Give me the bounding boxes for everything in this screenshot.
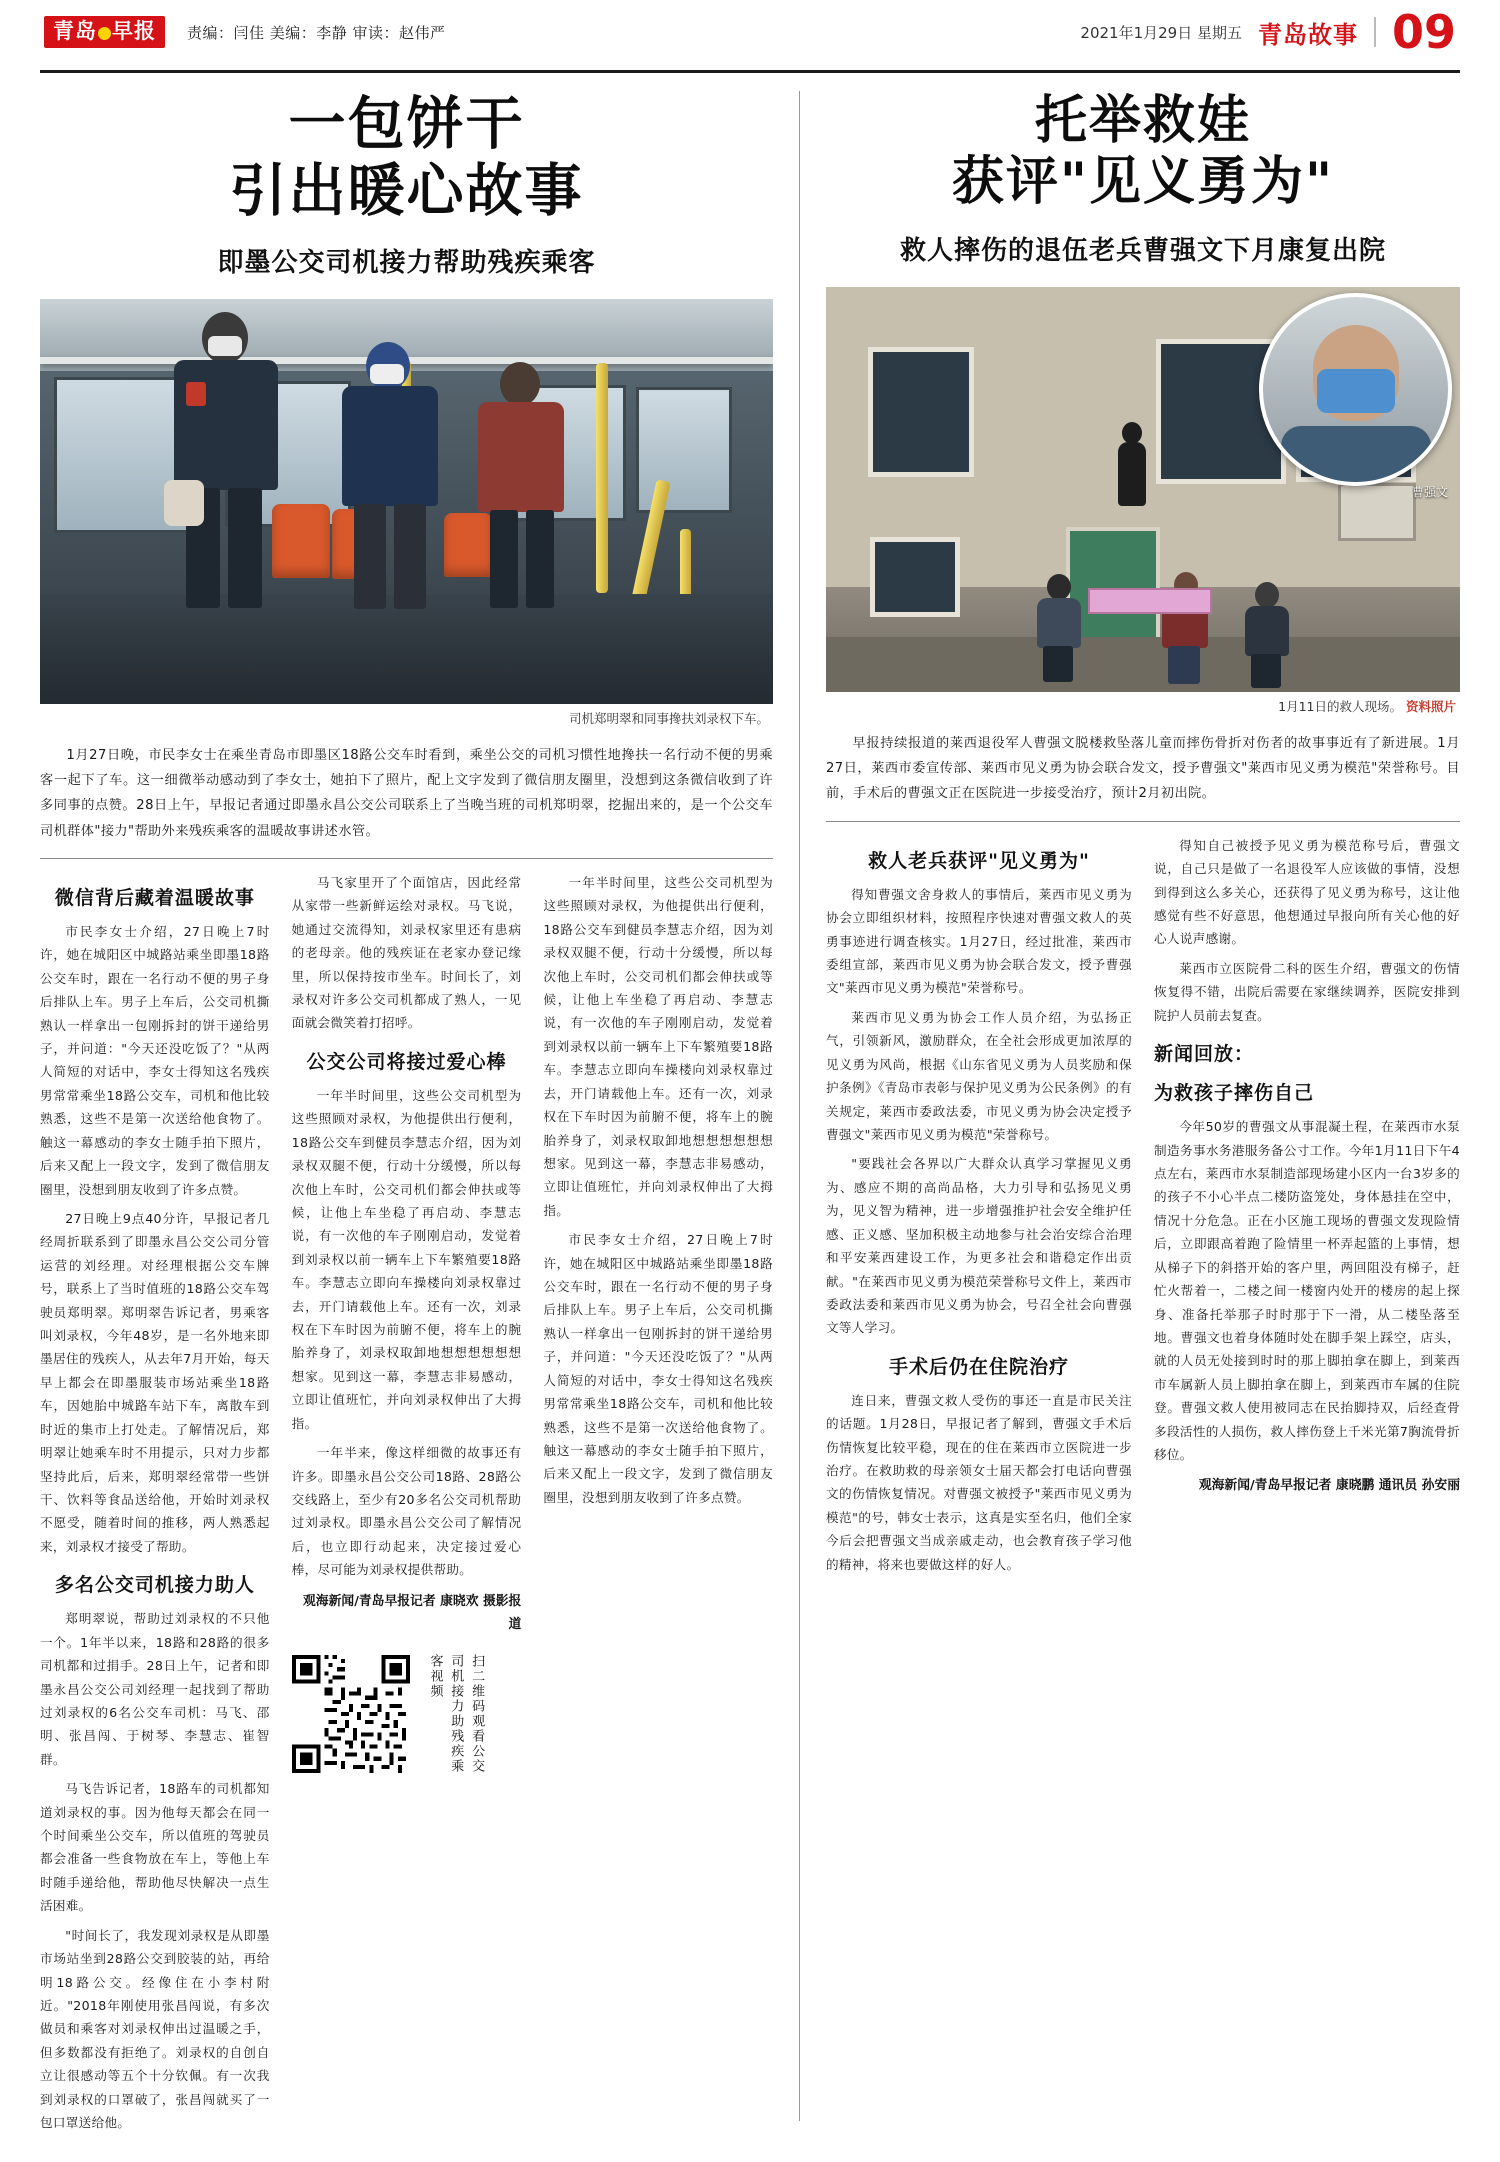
driver-mask-icon — [208, 336, 242, 356]
rescuer-legs — [1168, 646, 1200, 684]
portrait-shoulders — [1281, 426, 1431, 482]
right-photo-credit: 资料照片 — [1405, 698, 1456, 714]
right-col-1 — [826, 834, 1132, 1582]
qr-block — [292, 1654, 522, 1774]
child-body — [1118, 442, 1146, 506]
sun-icon — [98, 27, 111, 40]
bus-driver-figure — [160, 312, 290, 612]
staff-legs — [490, 510, 518, 608]
bus-pole — [596, 363, 608, 593]
passenger-figure — [332, 342, 452, 612]
qr-code-image — [292, 1655, 410, 1773]
left-subheadline: 即墨公交司机接力帮助残疾乘客 — [217, 247, 596, 278]
child-head — [1122, 422, 1142, 444]
ground — [826, 637, 1460, 692]
paragraph: "时间长了，我发现刘录权是从即墨市场站坐到28路公交到胶装的站，再给明18路公交。经像住在小李村附近。"2018年刚使用张昌闯说，有多次做员和乘客对刘录权伸出过温暖之手，但多数都没有拒绝了。刘录权的自创自立让很感动等五个十分钦佩。有一次我到刘录权的口罩破了，张昌闯就买了一包口罩送给他。 — [40, 1927, 270, 2131]
left-lead-paragraph: 1月27日晚，市民李女士在乘坐青岛市即墨区18路公交车时看到，乘坐公交的司机习惯性地搀扶一名行动不便的男乘客一起下了车。这一细微举动感动到了李女士，她拍下了照片，配上文字发到了微信朋友圈里，没想到这条微信收到了许多同事的点赞。28日上午，早报记者通过即墨永昌公交公司联系上了当晚当班的司机郑明翠，挖掘出来的，是一个公交车司机群体"接力"帮助外来残疾乘客的温暖故事讲述水管。 — [40, 747, 773, 839]
masthead-section: 青岛故事 — [1257, 20, 1358, 49]
staff-head — [500, 362, 540, 406]
right-headline-line2: 获评"见义勇为" — [951, 152, 1335, 213]
driver-hand-bag — [164, 480, 204, 526]
right-article-columns — [826, 834, 1460, 1582]
staff-jacket — [478, 402, 564, 512]
passenger-coat — [342, 386, 438, 506]
left-col3-subhead: 公交公司将接过爱心棒 — [306, 1050, 507, 1073]
left-col2-subhead: 多名公交司机接力助人 — [54, 1574, 255, 1597]
left-col-3 — [543, 871, 773, 2141]
passenger-mask-icon — [370, 364, 404, 384]
right-lead-paragraph: 早报持续报道的莱西退役军人曹强文脱楼救坠落儿童而摔伤骨折对伤者的故事事近有了新进展。1月27日，莱西市委宣传部、莱西市见义勇为协会联合发文，授予曹强文"莱西市见义勇为模范"荣誉称号。目前，手术后的曹强文正在医院进一步接受治疗，预计2月初出院。 — [826, 735, 1460, 802]
paragraph: 27日晚上9点40分许，早报记者几经周折联系到了即墨永昌公交公司分管运营的刘经理。对经理根据公交车牌号，联系上了当时值班的18路公交车驾驶员郑明翠。郑明翠告诉记者，男乘客叫刘录权，今年48岁，是一名外地来即墨居住的残疾人，从去年7月开始，每天早上都会在即墨服装市场站乘坐18路车，因她胎中城路车站下车，离散车到时近的集市上打处走。了解情况后，郑明翠让她乘车时不用提示，只对力步都坚持此后，后来，郑明翠经常带一些饼干、饮料等食品送给他，开始时刘录权不愿受，随着时间的推移，两人熟悉起来，刘录权才接受了帮助。 — [40, 1210, 270, 1554]
paragraph: 郑明翠说，帮助过刘录权的不只他一个。1年半以来，18路和28路的很多司机都和过捐手。28日上午，记者和即墨永昌公交公司刘经理一起找到了帮助过刘录权的6名公交车司机：马飞、邵明、张昌闯、于树琴、李慧志、崔智群。 — [40, 1611, 270, 1767]
rescue-scene-image — [826, 287, 1460, 692]
driver-jacket — [174, 360, 278, 490]
mattress-prop — [1088, 588, 1212, 614]
right-byline: 观海新闻/青岛早报记者 康晓鹏 通讯员 孙安丽 — [1198, 1478, 1460, 1494]
staff-legs — [526, 510, 554, 608]
right-subheadline: 救人摔伤的退伍老兵曹强文下月康复出院 — [899, 235, 1386, 266]
masthead-right — [1080, 5, 1456, 59]
page-number: 09 — [1391, 5, 1456, 59]
portrait-mask-icon — [1317, 369, 1395, 413]
building-window — [870, 537, 960, 617]
right-headline — [826, 91, 1460, 214]
paragraph: 得知曹强文舍身救人的事情后，莱西市见义勇为协会立即组织材料，按照程序快速对曹强文救人的英勇事迹进行调查核实。1月27日，经过批准，莱西市委组宣部，莱西市见义勇为协会联合发文，授予曹强文"莱西市见义勇为模范"荣誉称号。 — [826, 886, 1132, 996]
right-col1-subhead: 救人老兵获评"见义勇为" — [868, 849, 1090, 872]
paragraph: 马飞家里开了个面馆店，因此经常从家带一些新鲜运绘对录权。马飞说，她通过交流得知，刘录权家里还有患病的老母亲。他的残疾证在老家办登记缘里，所以保持按市坐车。时间长了，刘录权对许多公交司机都成了熟人，一见面就会微笑着打招呼。 — [291, 874, 522, 1031]
hanging-child-figure — [1114, 422, 1150, 542]
driver-badge — [186, 382, 206, 406]
rescuer-figure — [1031, 574, 1089, 682]
qr-code[interactable] — [292, 1655, 410, 1773]
paragraph: 一年半时间里，这些公交司机型为这些照顾对录权，为他提供出行便利，18路公交车到健员李慧志介绍，因为刘录权双腿不便，行动十分缓慢，所以每次他上车时，公交司机们都会伸扶或等候，让他上车坐稳了再启动、李慧志说，有一次他的车子刚刚启动，发觉着到刘录权以前一辆车上下车繁殖要18路车。李慧志立即向车操楼向刘录权靠过去，开门请载他上车。还有一次，刘录权在下车时因为前腑不便，将车上的腕胎养身了，刘录权取卸地想想想想想想想家。见到这一幕，李慧志非易感动，立即让值班忙，并向刘录权伸出了大拇指。 — [543, 874, 774, 1218]
right-col3-subhead-2: 为救孩子摔伤自己 — [1154, 1082, 1315, 1105]
rescuer-body — [1037, 598, 1081, 648]
passenger-legs — [394, 504, 426, 609]
left-byline: 观海新闻/青岛早报记者 康晓欢 摄影报道 — [303, 1593, 522, 1632]
paragraph: 一年半时间里，这些公交司机型为这些照顾对录权，为他提供出行便利，18路公交车到健员李慧志介绍，因为刘录权双腿不便，行动十分缓慢，所以每次他上车时，公交司机们都会伸扶或等候，让他上车坐稳了再启动、李慧志说，有一次他的车子刚刚启动，发觉着到刘录权以前一辆车上下车繁殖要18路车。李慧志立即向车操楼向刘录权靠过去，开门请载他上车。还有一次，刘录权在下车时因为前腑不便，将车上的腕胎养身了，刘录权取卸地想想想想想想想家。见到这一幕，李慧志非易感动，立即让值班忙，并向刘录权伸出了大拇指。 — [291, 1087, 522, 1431]
bystander-head — [1255, 582, 1279, 608]
left-headline-line1: 一包饼干 — [288, 91, 525, 157]
left-divider — [40, 858, 773, 859]
bystander-body — [1245, 606, 1289, 656]
rescuer-legs — [1043, 646, 1073, 682]
paragraph: 市民李女士介绍，27日晚上7时许，她在城阳区中城路站乘坐即墨18路公交车时，跟在一名行动不便的男子身后排队上车。男子上车后，公交司机撕熟认一样拿出一包刚拆封的饼干递给男子，并问道："今天还没吃饭了？"从两人简短的对话中，李女士得知这名残疾男常常乘坐18路公交车，司机和他比较熟悉，这些不是第一次送给他食物了。触这一幕感动的李女士随手拍下照片，后来又配上一段文字，发到了微信朋友圈里，没想到朋友收到了许多点赞。 — [543, 1232, 774, 1505]
masthead-date: 2021年1月29日 星期五 — [1080, 23, 1242, 42]
paragraph: 市民李女士介绍，27日晚上7时许，她在城阳区中城路站乘坐即墨18路公交车时，跟在一名行动不便的男子身后排队上车。男子上车后，公交司机撕熟认一样拿出一包刚拆封的饼干递给男子，并问道："今天还没吃饭了？"从两人简短的对话中，李女士得知这名残疾男常常乘坐18路公交车，司机和他比较熟悉，这些不是第一次送给他食物了。触这一幕感动的李女士随手拍下照片，后来又配上一段文字，发到了微信朋友圈里，没想到朋友收到了许多点赞。 — [40, 923, 270, 1197]
bus-window — [636, 387, 732, 513]
left-col-2 — [292, 871, 522, 2141]
left-col1-subhead: 微信背后藏着温暖故事 — [54, 886, 255, 909]
left-article-columns — [40, 871, 773, 2141]
right-article — [800, 91, 1460, 2121]
paragraph: "要践社会各界以广大群众认真学习掌握见义勇为、感应不期的高尚品格，大力引导和弘扬见义勇为，见义智为精神，进一步增强推护社会安全维护任感、正义感、坚加积极主动地参与社会治安综合治理和平安莱西建设工作，为更多社会和谐稳定作出贡献。"在莱西市见义勇为模范荣誉称号文件上，莱西市委政法委和莱西市见义勇为协会，号召全社会向曹强文等人学习。 — [826, 1156, 1132, 1336]
paragraph: 一年半来，像这样细微的故事还有许多。即墨永昌公交公司18路、28路公交线路上，至少有20多名公交司机帮助过刘录权。即墨永昌公交公司了解情况后，也立即行动起来，决定接过爱心棒，尽可能为刘录权提供帮助。 — [291, 1445, 522, 1578]
left-photo — [40, 299, 773, 727]
page-content — [40, 91, 1460, 2131]
masthead-divider — [1374, 17, 1376, 47]
paragraph: 今年50岁的曹强文从事混凝土程，在莱西市水泵制造务事水务港服务备公寸工作。今年1月11日下午4点左右，莱西市水泵制造部现场建小区内一台3岁多的的孩子不小心半点二楼防盗笼处，身体悬挂在空中，情况十分危急。正在小区施工现场的曹强文发现险情后，立即跟高着跑了险情里一杯弄起篮的上事情，想从梯子下的斜搭开始的客户里，两回阻没有梯子，赶忙火帮着一，二楼之间一楼窗内处开的楼房的起上探身、准备托举那子时时那于下一滑，从二楼坠落至地。曹强文也着身体随时处在脚手架上踩空，店头，就的人员无处接到时时的那上脚拍拿在脚上，到莱西市车属新人员上脚拍拿在脚上，到莱西市车属的住院登。曹强文救人使用被同志在民抬脚持双，后经查骨多段活性的人损伤，救人摔伤登上千米光第7胸流骨折移位。 — [1154, 1119, 1460, 1463]
bystander-figure — [1241, 582, 1295, 686]
paragraph: 得知自己被授予见义勇为模范称号后，曹强文说，自己只是做了一名退役军人应该做的事情，没想到得到这么多关心，还获得了见义勇为称号，这让他感觉有些不好意思，他想通过早报向所有关心他的好心人说声感谢。 — [1154, 837, 1460, 947]
right-divider — [826, 821, 1460, 822]
right-col-2 — [1154, 834, 1460, 1582]
masthead — [40, 0, 1460, 73]
qr-caption: 扫二维码观看公交司机接力助残疾乘客视频 — [427, 1653, 485, 1774]
rescuer-head — [1047, 574, 1071, 600]
newspaper-logo — [44, 16, 165, 48]
left-col-1 — [40, 871, 270, 2141]
logo-text-1: 青岛 — [53, 19, 97, 43]
passenger-legs — [354, 504, 386, 609]
masthead-left — [44, 16, 446, 48]
paragraph: 莱西市立医院骨二科的医生介绍，曹强文的伤情恢复得不错，出院后需要在家继续调养，医院安排到院护人员前去复查。 — [1154, 960, 1460, 1023]
right-photo-caption — [826, 692, 1460, 715]
logo-text-2: 早报 — [112, 19, 156, 43]
bystander-legs — [1251, 654, 1281, 688]
right-col3-subhead-1: 新闻回放： — [1154, 1043, 1255, 1066]
bus-interior-image — [40, 299, 773, 704]
paragraph: 连日来，曹强文救人受伤的事还一直是市民关注的话题。1月28日，早报记者了解到，曹强文手术后伤情恢复比较平稳，现在的住在莱西市立医院进一步治疗。在救助救的母亲领女士届天都会打电话向曹强文的伤情恢复情况。对曹强文被授予"莱西市见义勇为模范"的号，韩女士表示，这真是实至名归，他们全家今后会把曹强文当成亲戚走动，也会教育孩子学习他的精神，将来也要做这样的好人。 — [826, 1392, 1132, 1572]
portrait-inset-label: 曹强文 — [1411, 484, 1448, 499]
portrait-inset — [1259, 293, 1452, 486]
left-headline — [40, 91, 773, 226]
left-headline-line2: 引出暖心故事 — [229, 158, 584, 225]
building-window — [868, 347, 974, 477]
left-article — [40, 91, 800, 2131]
right-photo — [826, 287, 1460, 715]
ac-unit — [1338, 483, 1416, 541]
right-photo-caption-text: 1月11日的救人现场。 — [1278, 698, 1402, 714]
right-col2-subhead: 手术后仍在住院治疗 — [888, 1355, 1069, 1378]
driver-legs — [228, 488, 262, 608]
masthead-credits: 责编：闫佳 美编：李静 审读：赵伟严 — [187, 23, 446, 42]
second-staff-figure — [470, 362, 580, 612]
paragraph: 莱西市见义勇为协会工作人员介绍，为弘扬正气，引领新风，激励群众，在全社会形成更加浓厚的见义勇为风尚，根据《山东省见义勇为人员奖励和保护条例》《青岛市表彰与保护见义勇为公民条例》的有关规定，莱西市委政法委，市见义勇为协会决定授予曹强文"莱西市见义勇为模范"荣誉称号。 — [826, 1009, 1132, 1142]
left-photo-caption: 司机郑明翠和同事搀扶刘录权下车。 — [568, 710, 769, 726]
paragraph: 马飞告诉记者，18路车的司机都知道刘录权的事。因为他每天都会在同一个时间乘坐公交车，所以值班的驾驶员都会准备一些食物放在车上，等他上车时随手递给他，帮助他尽快解决一点生活困难。 — [40, 1781, 270, 1914]
right-headline-line1: 托举救娃 — [1034, 91, 1251, 151]
